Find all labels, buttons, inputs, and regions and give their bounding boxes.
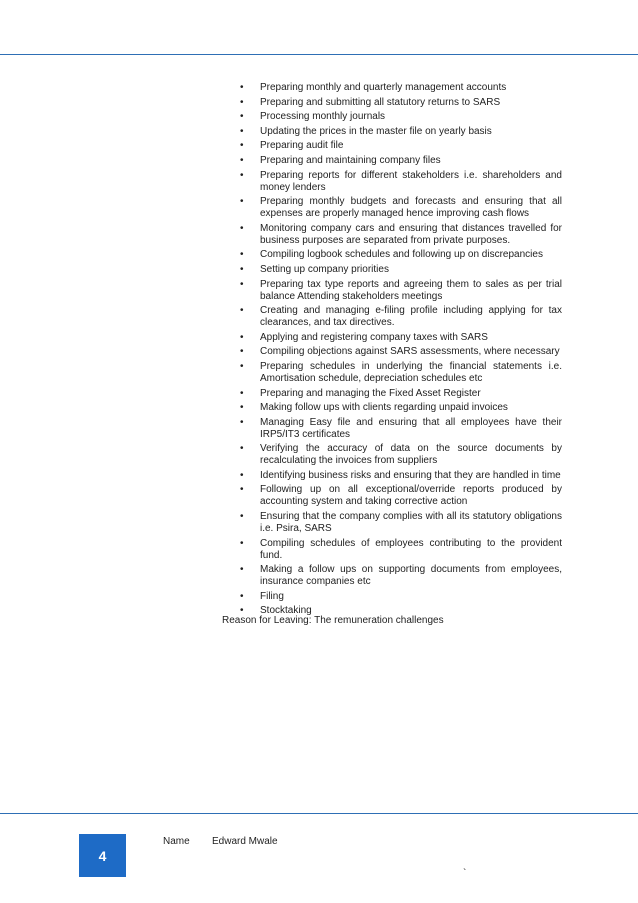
header-rule [0,54,638,55]
list-item-text: Managing Easy file and ensuring that all employees have their IRP5/IT3 certificates [260,416,562,440]
list-item-text: Preparing and submitting all statutory returns to SARS [260,96,501,108]
list-item-text: Updating the prices in the master file on yearly basis [260,125,492,137]
list-item [240,140,562,152]
bullet-icon: • [240,196,244,208]
list-item [240,97,562,109]
footer-name-value: Edward Mwale [212,836,278,847]
bullet-icon: • [240,537,244,549]
list-item-text: Ensuring that the company complies with all its statutory obligations i.e. Psira, SARS [260,511,562,535]
list-item-text: Preparing tax type reports and agreeing them to sales as per trial balance Attending stakeholders meetings [260,278,562,302]
list-item [240,388,562,400]
list-item [240,126,562,138]
list-item [240,170,562,194]
list-item [240,111,562,123]
bullet-icon: • [240,82,244,93]
bullet-icon: • [240,263,244,275]
list-item-text: Compiling schedules of employees contributing to the provident fund. [260,537,562,561]
bullet-icon: • [240,443,244,455]
list-item-text: Identifying business risks and ensuring that they are handled in time [260,469,561,481]
list-item [240,402,562,414]
list-item [240,279,562,303]
list-item-text: Preparing monthly and quarterly management accounts [260,82,507,93]
list-item [240,82,562,94]
list-item [240,470,562,482]
list-item-text: Compiling objections against SARS assessments, where necessary [260,346,560,358]
bullet-icon: • [240,484,244,496]
list-item-text: Monitoring company cars and ensuring that distances travelled for business purposes are separated from private purposes. [260,222,562,246]
bullet-icon: • [240,222,244,234]
bullet-icon: • [240,278,244,290]
list-item-text: Making a follow ups on supporting documents from employees, insurance companies etc [260,564,562,588]
bullet-icon: • [240,111,244,123]
list-item [240,305,562,329]
list-item [240,223,562,247]
list-item-text: Preparing reports for different stakeholders i.e. shareholders and money lenders [260,169,562,193]
bullet-icon: • [240,590,244,602]
list-item-text: Preparing and maintaining company files [260,154,441,166]
bullet-icon: • [240,469,244,481]
list-item-text: Filing [260,590,284,602]
list-item [240,361,562,385]
bullet-icon: • [240,96,244,108]
bullet-icon: • [240,331,244,343]
list-item [240,564,562,588]
list-item [240,196,562,220]
list-item-text: Stocktaking [260,605,312,617]
bullet-icon: • [240,387,244,399]
list-item-text: Preparing monthly budgets and forecasts and ensuring that all expenses are properly managed hence improving cash flows [260,196,562,220]
bullet-icon: • [240,346,244,358]
list-item-text: Compiling logbook schedules and following up on discrepancies [260,249,543,261]
list-item [240,511,562,535]
list-item [240,346,562,358]
list-item [240,155,562,167]
footer-rule [0,813,638,814]
bullet-icon: • [240,305,244,317]
bullet-icon: • [240,125,244,137]
list-item-text: Creating and managing e-filing profile including applying for tax clearances, and tax directives. [260,305,562,329]
bullet-icon: • [240,564,244,576]
list-item [240,249,562,261]
list-item-text: Applying and registering company taxes with SARS [260,331,488,343]
list-item [240,484,562,508]
footer-mark: ` [463,868,467,879]
list-item [240,538,562,562]
bullet-icon: • [240,416,244,428]
bullet-icon: • [240,140,244,152]
list-item-text: Verifying the accuracy of data on the source documents by recalculating the invoices from suppliers [260,443,562,467]
list-item [240,332,562,344]
bullet-icon: • [240,360,244,372]
list-item-text: Setting up company priorities [260,263,389,275]
list-item [240,443,562,467]
list-item [240,417,562,441]
bullet-icon: • [240,605,244,617]
reason-for-leaving: Reason for Leaving: The remuneration challenges [222,615,444,626]
list-item [240,591,562,603]
duties-list [240,82,562,620]
bullet-icon: • [240,169,244,181]
footer-name-label: Name [163,836,190,847]
bullet-icon: • [240,249,244,261]
list-item-text: Processing monthly journals [260,111,386,123]
bullet-icon: • [240,402,244,414]
list-item [240,264,562,276]
list-item-text: Preparing and managing the Fixed Asset Register [260,387,481,399]
bullet-icon: • [240,154,244,166]
list-item-text: Preparing schedules in underlying the financial statements i.e. Amortisation schedule, depreciation schedules etc [260,360,562,384]
list-item-text: Following up on all exceptional/override reports produced by accounting system and taking corrective action [260,484,562,508]
page-number-badge: 4 [79,834,126,877]
bullet-icon: • [240,511,244,523]
list-item-text: Making follow ups with clients regarding unpaid invoices [260,402,508,414]
list-item-text: Preparing audit file [260,140,344,152]
